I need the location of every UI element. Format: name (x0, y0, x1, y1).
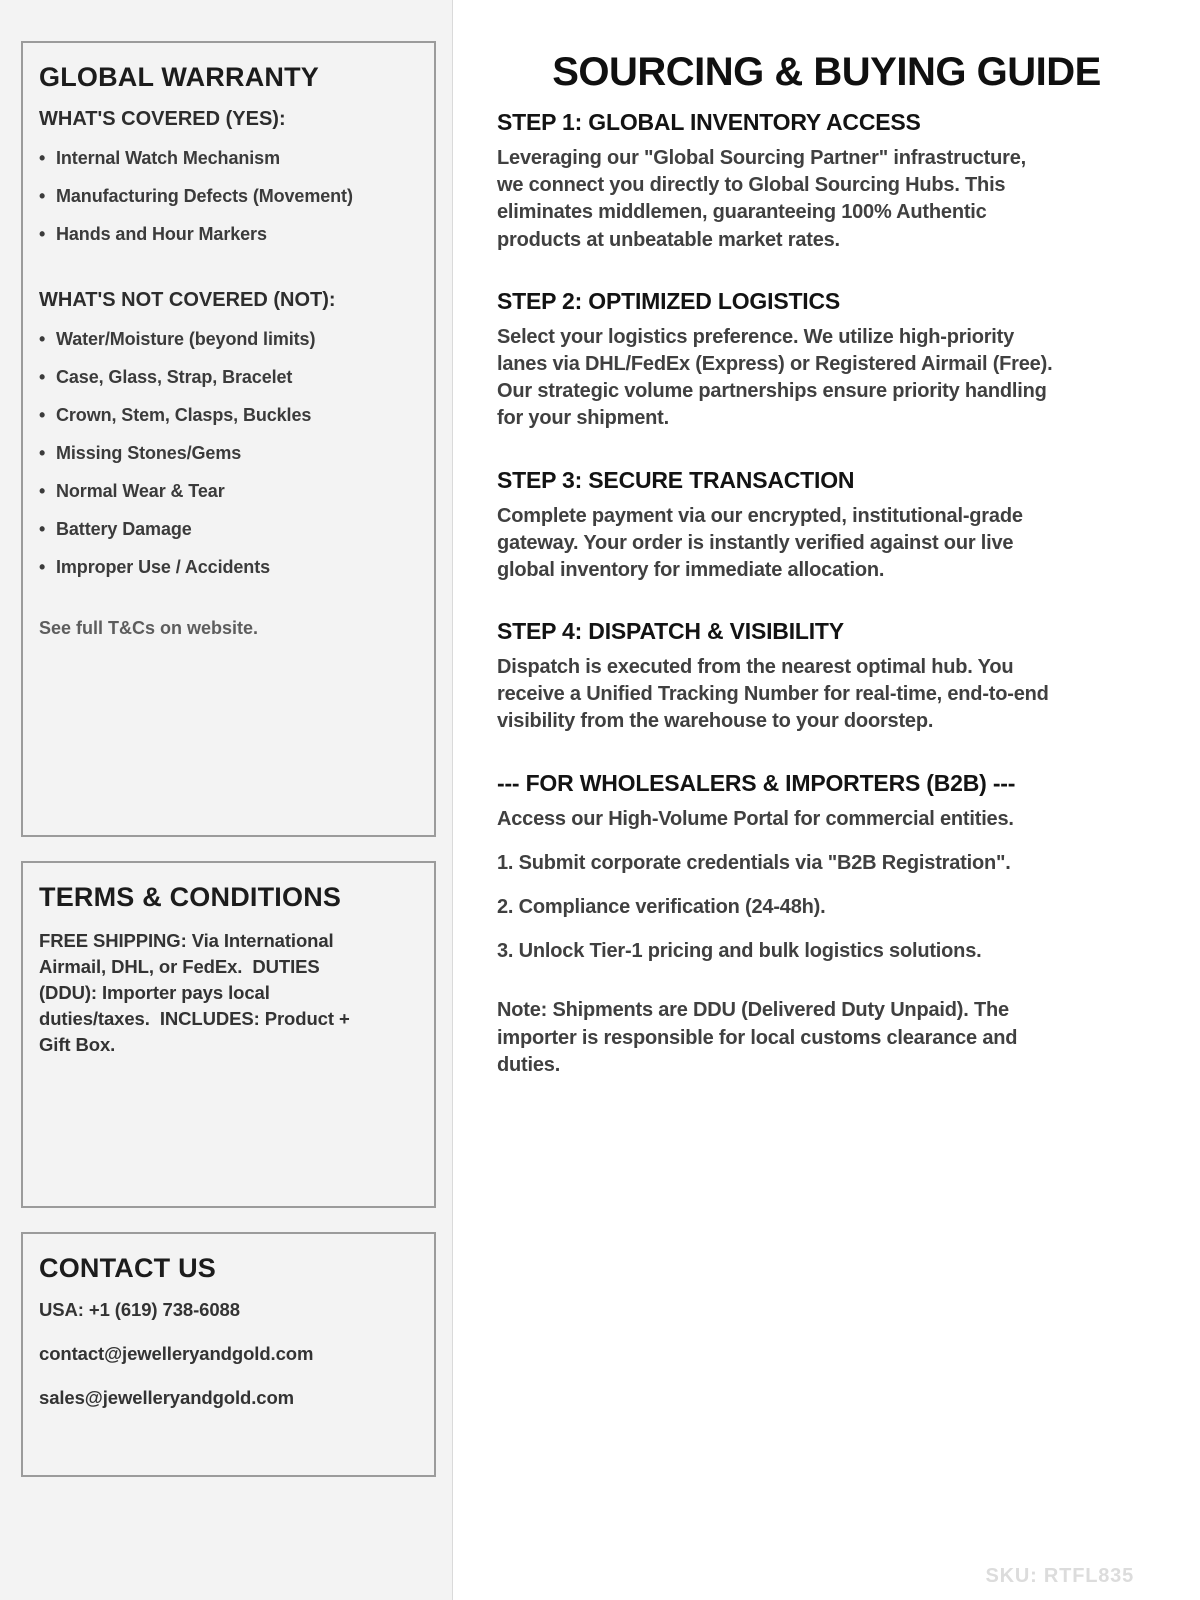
list-item: • Improper Use / Accidents (39, 557, 418, 578)
list-item: • Internal Watch Mechanism (39, 148, 418, 169)
b2b-paragraph: Access our High-Volume Portal for commercial entities. (497, 807, 1014, 830)
terms-title: TERMS & CONDITIONS (39, 882, 342, 912)
step-4-heading: STEP 4: DISPATCH & VISIBILITY (497, 618, 844, 645)
step-2-body: Select your logistics preference. We utilize high-priority lanes via DHL/FedEx (Express) or Registered Airmail (Free). Our strategic volume partnerships ensure priority handling for your shipment. (497, 325, 1053, 430)
list-item: • Normal Wear & Tear (39, 481, 418, 502)
contact-title: CONTACT US (39, 1253, 216, 1283)
step-1-heading: STEP 1: GLOBAL INVENTORY ACCESS (497, 109, 921, 135)
contact-email-primary: contact@jewelleryandgold.com (39, 1343, 314, 1364)
not-covered-list (39, 329, 418, 578)
global-warranty-panel (21, 41, 436, 837)
list-item: • Battery Damage (39, 519, 418, 540)
sidebar (0, 0, 453, 1600)
step-1-body: Leveraging our "Global Sourcing Partner" infrastructure, we connect you directly to Global Sourcing Hubs. This eliminates middlemen, guaranteeing 100% Authentic products at unbeatable market rates. (497, 147, 1026, 251)
covered-heading: WHAT'S COVERED (YES): (39, 108, 286, 130)
not-covered-heading: WHAT'S NOT COVERED (NOT): (39, 289, 336, 311)
list-item: • Manufacturing Defects (Movement) (39, 186, 418, 207)
step-2-heading: STEP 2: OPTIMIZED LOGISTICS (497, 287, 841, 314)
list-item: • Missing Stones/Gems (39, 443, 418, 464)
step-3-heading: STEP 3: SECURE TRANSACTION (497, 466, 855, 493)
list-item: • Case, Glass, Strap, Bracelet (39, 367, 418, 388)
contact-phone: USA: +1 (619) 738-6088 (39, 1299, 240, 1320)
contact-panel (21, 1232, 436, 1477)
terms-body: FREE SHIPPING: Via International Airmail, DHL, or FedEx. DUTIES (DDU): Importer pays local duties/taxes. INCLUDES: Product + Gift Box. (39, 930, 355, 1055)
b2b-step-2: 2. Compliance verification (24-48h). (497, 896, 826, 918)
list-item: • Water/Moisture (beyond limits) (39, 329, 418, 350)
contact-email-sales: sales@jewelleryandgold.com (39, 1387, 295, 1408)
warranty-title: GLOBAL WARRANTY (39, 62, 319, 92)
sku-label: SKU: RTFL835 (985, 1565, 1134, 1587)
ddu-note: Note: Shipments are DDU (Delivered Duty Unpaid). The importer is responsible for local customs clearance and duties. (497, 999, 1018, 1076)
warranty-footnote: See full T&Cs on website. (39, 618, 259, 638)
guide-steps (453, 109, 1063, 1079)
list-item: • Hands and Hour Markers (39, 224, 418, 245)
terms-panel (21, 861, 436, 1208)
covered-list (39, 148, 418, 245)
main-content (453, 0, 1200, 1600)
step-3-body: Complete payment via our encrypted, institutional-grade gateway. Your order is instantly verified against our live global inventory for immediate allocation. (497, 504, 1023, 581)
b2b-step-3: 3. Unlock Tier-1 pricing and bulk logistics solutions. (497, 940, 982, 963)
b2b-step-1: 1. Submit corporate credentials via "B2B Registration". (497, 851, 1011, 874)
page-title: SOURCING & BUYING GUIDE (552, 50, 1101, 94)
step-4-body: Dispatch is executed from the nearest optimal hub. You receive a Unified Tracking Number for real-time, end-to-end visibility from the warehouse to your doorstep. (497, 656, 1049, 733)
b2b-heading: --- FOR WHOLESALERS & IMPORTERS (B2B) --- (497, 769, 1016, 796)
list-item: • Crown, Stem, Clasps, Buckles (39, 405, 418, 426)
